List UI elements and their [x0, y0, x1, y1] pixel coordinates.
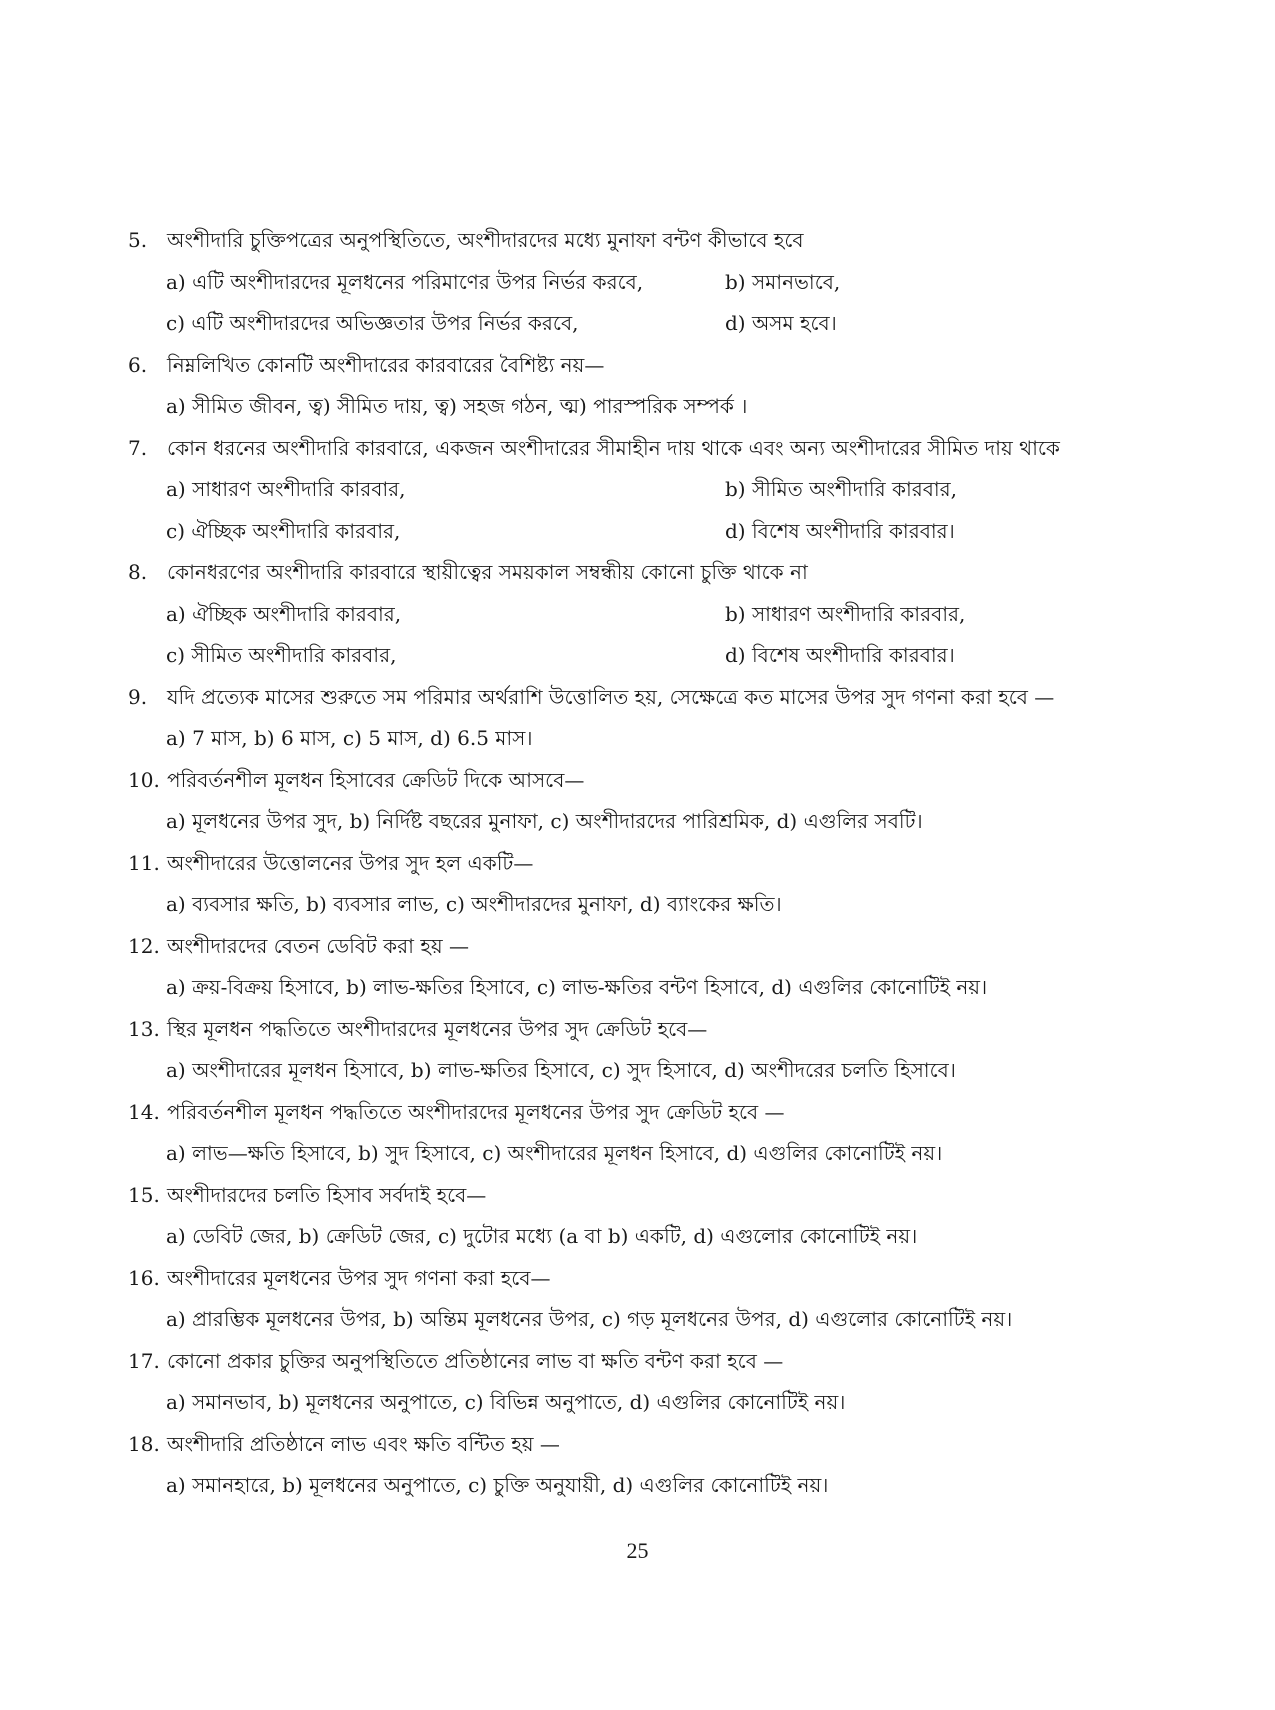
question-number: 13. [128, 1016, 160, 1041]
option-d: d) বিশেষ অংশীদারি কারবার। [725, 518, 955, 543]
question-number: 6. [128, 352, 148, 377]
option-a: a) সাধারণ অংশীদারি কারবার, [166, 477, 406, 501]
question-number: 5. [128, 228, 148, 252]
question-text: পরিবর্তনশীল মূলধন পদ্ধতিতে অংশীদারদের মূলধনের উপর সুদ ক্রেডিট হবে — [167, 1099, 785, 1124]
question-text: অংশীদারি প্রতিষ্ঠানে লাভ এবং ক্ষতি বন্টিত হয় — [167, 1431, 560, 1456]
option-row [128, 635, 1158, 677]
options-line: a) প্রারম্ভিক মূলধনের উপর, b) অন্তিম মূলধনের উপর, c) গড় মূলধনের উপর, d) এগুলোর কোনোটিই নয়। [166, 1307, 1013, 1331]
question-number: 7. [128, 435, 148, 460]
question-text: নিম্নলিখিত কোনটি অংশীদারের কারবারের বৈশিষ্ট্য নয়— [167, 352, 605, 377]
question-text: কোন ধরনের অংশীদারি কারবারে, একজন অংশীদারের সীমাহীন দায় থাকে এবং অন্য অংশীদারের সীমিত দায় থাকে [167, 435, 1060, 460]
option-row [128, 594, 1158, 636]
question-5 [128, 220, 1158, 262]
options-line: a) ডেবিট জের, b) ক্রেডিট জের, c) দুটোর মধ্যে (a বা b) একটি, d) এগুলোর কোনোটিই নয়। [166, 1224, 918, 1248]
options-line: a) ব্যবসার ক্ষতি, b) ব্যবসার লাভ, c) অংশীদারদের মুনাফা, d) ব্যাংকের ক্ষতি। [166, 892, 782, 916]
question-17 [128, 1341, 1158, 1383]
question-list [128, 220, 1158, 1507]
options-line: a) ক্রয়-বিক্রয় হিসাবে, b) লাভ-ক্ষতির হিসাবে, c) লাভ-ক্ষতির বন্টণ হিসাবে, d) এগুলির কোনোটিই নয়। [166, 975, 988, 999]
options-line: a) মূলধনের উপর সুদ, b) নির্দিষ্ট বছরের মুনাফা, c) অংশীদারদের পারিশ্রমিক, d) এগুলির সবটি। [166, 809, 923, 833]
question-7 [128, 428, 1158, 470]
page-number: 25 [626, 1538, 649, 1563]
options-line: a) লাভ—ক্ষতি হিসাবে, b) সুদ হিসাবে, c) অংশীদারের মূলধন হিসাবে, d) এগুলির কোনোটিই নয়। [166, 1141, 943, 1165]
option-b: b) সমানভাবে, [725, 269, 841, 294]
question-number: 15. [128, 1182, 160, 1207]
option-a: a) ঐচ্ছিক অংশীদারি কারবার, [166, 601, 402, 626]
question-11 [128, 843, 1158, 885]
options-line: a) সীমিত জীবন, ত্ব) সীমিত দায়, ত্ব) সহজ গঠন, ত্ম) পারস্পরিক সম্পর্ক । [166, 394, 748, 418]
option-c: c) এটি অংশীদারদের অভিজ্ঞতার উপর নির্ভর করবে, [166, 311, 579, 335]
question-text: স্থির মূলধন পদ্ধতিতে অংশীদারদের মূলধনের উপর সুদ ক্রেডিট হবে— [167, 1016, 708, 1041]
question-6 [128, 345, 1158, 387]
question-text: অংশীদারের উত্তোলনের উপর সুদ হল একটি— [167, 850, 534, 875]
question-18 [128, 1424, 1158, 1466]
option-d: d) অসম হবে। [725, 311, 837, 335]
option-b: b) সাধারণ অংশীদারি কারবার, [725, 601, 966, 626]
question-text: অংশীদারদের বেতন ডেবিট করা হয় — [167, 933, 469, 958]
question-14 [128, 1092, 1158, 1134]
question-number: 12. [128, 933, 160, 958]
question-text: যদি প্রত্যেক মাসের শুরুতে সম পরিমার অর্থরাশি উত্তোলিত হয়, সেক্ষেত্রে কত মাসের উপর সুদ গণনা করা হবে — [167, 684, 1055, 709]
question-number: 14. [128, 1099, 160, 1124]
question-9 [128, 677, 1158, 719]
question-number: 11. [128, 850, 160, 875]
option-d: d) বিশেষ অংশীদারি কারবার। [725, 643, 955, 667]
question-number: 9. [128, 684, 148, 709]
question-8 [128, 552, 1158, 594]
options-line: a) সমানভাব, b) মূলধনের অনুপাতে, c) বিভিন্ন অনুপাতে, d) এগুলির কোনোটিই নয়। [166, 1390, 846, 1414]
question-text: অংশীদারদের চলতি হিসাব সর্বদাই হবে— [167, 1182, 487, 1207]
option-c: c) ঐচ্ছিক অংশীদারি কারবার, [166, 518, 401, 543]
question-number: 17. [128, 1348, 160, 1373]
question-number: 8. [128, 560, 148, 584]
question-number: 10. [128, 767, 160, 792]
option-b: b) সীমিত অংশীদারি কারবার, [725, 477, 958, 501]
question-15 [128, 1175, 1158, 1217]
question-text: অংশীদারের মূলধনের উপর সুদ গণনা করা হবে— [167, 1265, 551, 1290]
question-number: 16. [128, 1265, 160, 1290]
option-row [128, 511, 1158, 553]
question-text: কোনধরণের অংশীদারি কারবারে স্থায়ীত্বের সময়কাল সম্বন্ধীয় কোনো চুক্তি থাকে না [167, 560, 808, 584]
option-c: c) সীমিত অংশীদারি কারবার, [166, 643, 397, 667]
options-line: a) 7 মাস, b) 6 মাস, c) 5 মাস, d) 6.5 মাস। [166, 726, 533, 750]
option-row [128, 262, 1158, 304]
question-number: 18. [128, 1431, 160, 1456]
question-12 [128, 926, 1158, 968]
question-text: পরিবর্তনশীল মূলধন হিসাবের ক্রেডিট দিকে আসবে— [167, 767, 585, 792]
question-13 [128, 1009, 1158, 1051]
question-16 [128, 1258, 1158, 1300]
question-text: অংশীদারি চুক্তিপত্রের অনুপস্থিতিতে, অংশীদারদের মধ্যে মুনাফা বন্টণ কীভাবে হবে [167, 228, 804, 252]
question-10 [128, 760, 1158, 802]
option-row [128, 469, 1158, 511]
option-row [128, 303, 1158, 345]
option-a: a) এটি অংশীদারদের মূলধনের পরিমাণের উপর নির্ভর করবে, [166, 269, 644, 294]
options-line: a) অংশীদারের মূলধন হিসাবে, b) লাভ-ক্ষতির হিসাবে, c) সুদ হিসাবে, d) অংশীদরের চলতি হিসাবে। [166, 1058, 956, 1082]
question-text: কোনো প্রকার চুক্তির অনুপস্থিতিতে প্রতিষ্ঠানের লাভ বা ক্ষতি বন্টণ করা হবে — [167, 1348, 784, 1373]
options-line: a) সমানহারে, b) মূলধনের অনুপাতে, c) চুক্তি অনুযায়ী, d) এগুলির কোনোটিই নয়। [166, 1473, 829, 1497]
